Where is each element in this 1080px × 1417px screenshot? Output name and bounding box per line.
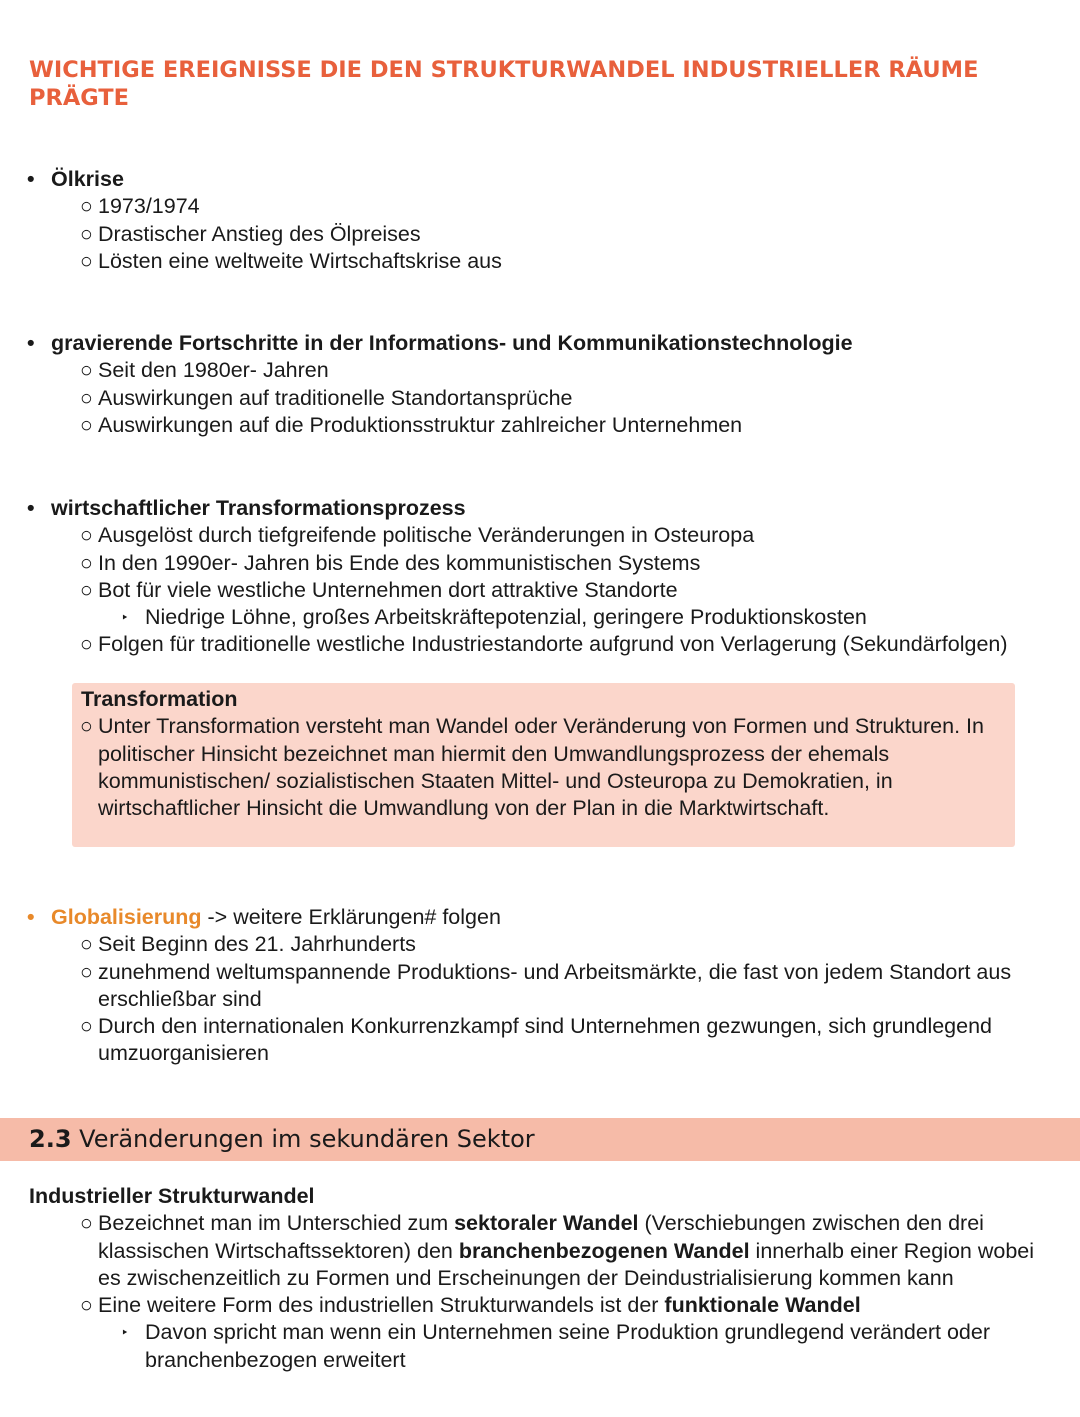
- list-item: ○ 1973/1974: [0, 193, 1080, 220]
- section-globalization: [0, 904, 1080, 1068]
- circle-bullet-icon: ○: [80, 1293, 93, 1318]
- circle-bullet-icon: ○: [80, 358, 93, 383]
- heading-globalization: [0, 904, 1080, 931]
- triangle-bullet-icon: ‣: [121, 610, 129, 626]
- sub-list-item: ‣ Davon spricht man wenn ein Unternehmen seine Produktion grundlegend verändert oder branchenbezogen erweitert: [121, 1320, 990, 1372]
- sub-list-item: ‣ Niedrige Löhne, großes Arbeitskräftepotenzial, geringere Produktionskosten: [0, 604, 1080, 631]
- list-item: ○ Seit Beginn des 21. Jahrhunderts: [0, 931, 1080, 958]
- heading-structural-change: Industrieller Strukturwandel: [29, 1184, 315, 1208]
- list-item: ○ Bot für viele westliche Unternehmen dort attraktive Standorte: [0, 577, 1080, 604]
- list-item: ○ Eine weitere Form des industriellen Strukturwandels ist der funktionale Wandel: [0, 1292, 1080, 1319]
- circle-bullet-icon: ○: [80, 959, 93, 984]
- circle-bullet-icon: ○: [80, 1211, 93, 1236]
- heading-transformation-process: • wirtschaftlicher Transformationsprozess: [0, 495, 1080, 522]
- bullet-icon: •: [27, 167, 35, 191]
- section-title: [29, 1124, 535, 1154]
- bullet-icon: •: [27, 496, 35, 520]
- list-item: ○ In den 1990er- Jahren bis Ende des kommunistischen Systems: [0, 550, 1080, 577]
- section-header-bar: [0, 1118, 1080, 1161]
- triangle-bullet-icon: ‣: [121, 1325, 129, 1341]
- circle-bullet-icon: ○: [80, 523, 93, 548]
- bullet-icon: •: [27, 331, 35, 355]
- list-item: ○ Auswirkungen auf die Produktionsstruktur zahlreicher Unternehmen: [0, 412, 1080, 439]
- list-item: ○ Bezeichnet man im Unterschied zum sektoraler Wandel (Verschiebungen zwischen den drei klassischen Wirtschaftssektoren) den branchenbezogenen Wandel innerhalb einer Region wobei es zwischenzeitlich zu Formen und Erscheinungen der Deindustrialisierung kommen kann: [80, 1211, 1035, 1290]
- globalization-suffix: -> weitere Erklärungen# folgen: [201, 905, 501, 929]
- circle-bullet-icon: ○: [80, 577, 93, 602]
- term-branch-change: branchenbezogenen Wandel: [458, 1238, 750, 1263]
- list-item: ○ Drastischer Anstieg des Ölpreises: [0, 221, 1080, 248]
- list-item: ○ Lösten eine weltweite Wirtschaftskrise aus: [0, 248, 1080, 275]
- heading-ict: • gravierende Fortschritte in der Informations- und Kommunikationstechnologie: [0, 330, 1080, 357]
- section-transformation-process: [0, 495, 1080, 659]
- circle-bullet-icon: ○: [80, 714, 93, 739]
- circle-bullet-icon: ○: [80, 412, 93, 437]
- list-item: ○ Auswirkungen auf traditionelle Standortansprüche: [0, 385, 1080, 412]
- list-item: ○ Folgen für traditionelle westliche Industriestandorte aufgrund von Verlagerung (Sekundärfolgen): [0, 631, 1080, 658]
- term-sectoral-change: sektoraler Wandel: [454, 1211, 639, 1236]
- list-item: ○ Ausgelöst durch tiefgreifende politische Veränderungen in Osteuropa: [0, 522, 1080, 549]
- heading-oilcrisis: • Ölkrise: [0, 166, 1080, 193]
- section-structural-change: [0, 1183, 1080, 1374]
- list-item: ○ Seit den 1980er- Jahren: [0, 357, 1080, 384]
- section-number: 2.3: [29, 1125, 72, 1153]
- list-item: ○ Durch den internationalen Konkurrenzkampf sind Unternehmen gezwungen, sich grundlegend umzuorganisieren: [80, 1014, 993, 1066]
- definition-box-transformation: [72, 683, 1015, 847]
- circle-bullet-icon: ○: [80, 385, 93, 410]
- section-title-text: Veränderungen im sekundären Sektor: [79, 1125, 535, 1153]
- section-oilcrisis: [0, 166, 1080, 275]
- definition-text: ○ Unter Transformation versteht man Wandel oder Veränderung von Formen und Strukturen. In politischer Hinsicht bezeichnet man hiermit den Umwandlungsprozess der ehemals kommunistischen/ sozialistischen Staaten Mittel- und Osteuropa zu Demokratien, in wirtschaftlicher Hinsicht die Umwandlung von der Plan in die Marktwirtschaft.: [80, 714, 984, 821]
- page-title: WICHTIGE EREIGNISSE DIE DEN STRUKTURWANDEL INDUSTRIELLER RÄUME PRÄGTE: [29, 57, 979, 111]
- section-ict: [0, 330, 1080, 439]
- circle-bullet-icon: ○: [80, 194, 93, 219]
- term-functional-change: funktionale Wandel: [664, 1293, 861, 1318]
- definition-heading: Transformation: [81, 687, 238, 711]
- bullet-icon: •: [27, 905, 35, 929]
- list-item: ○ zunehmend weltumspannende Produktions- und Arbeitsmärkte, die fast von jedem Standort aus erschließbar sind: [80, 959, 1012, 1011]
- globalization-term: Globalisierung: [51, 905, 202, 929]
- circle-bullet-icon: ○: [80, 932, 93, 957]
- circle-bullet-icon: ○: [80, 550, 93, 575]
- circle-bullet-icon: ○: [80, 248, 93, 273]
- circle-bullet-icon: ○: [80, 1014, 93, 1039]
- circle-bullet-icon: ○: [80, 221, 93, 246]
- circle-bullet-icon: ○: [80, 632, 93, 657]
